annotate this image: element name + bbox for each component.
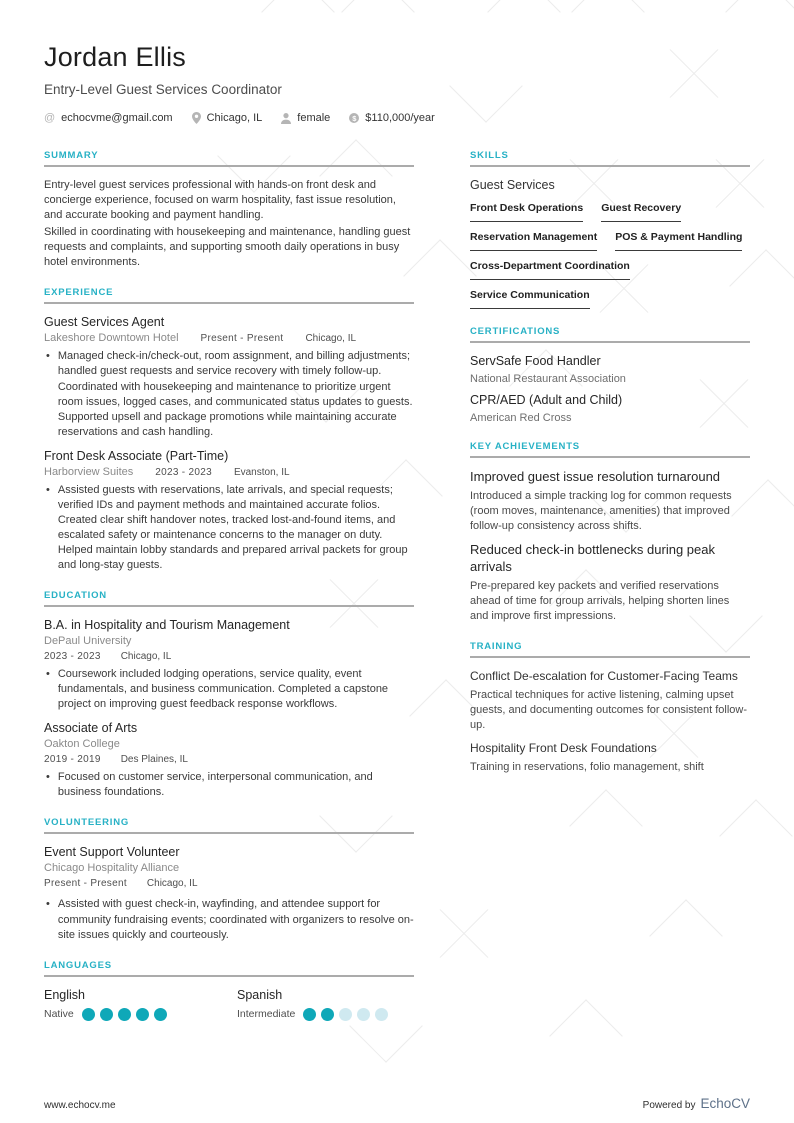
training-description: Training in reservations, folio management, shift bbox=[470, 761, 704, 774]
bullet-text: Coursework included lodging operations, service quality, event fundamentals, and business communication. Completed a capstone project on improving guest feedback response workflows. bbox=[57, 668, 389, 711]
education-degree: B.A. in Hospitality and Tourism Management bbox=[44, 618, 290, 633]
achievement-entry bbox=[470, 469, 750, 534]
language-level-dot bbox=[339, 1008, 352, 1021]
language-level-row bbox=[44, 1008, 237, 1021]
education-bullets bbox=[46, 770, 414, 800]
contact-email bbox=[44, 112, 173, 124]
skill-chip: Cross-Department Coordination bbox=[470, 260, 630, 280]
section-rule bbox=[44, 605, 414, 607]
contact-email-value: echocvme@gmail.com bbox=[61, 112, 173, 124]
training-title: Hospitality Front Desk Foundations bbox=[470, 741, 657, 756]
language-level-dot bbox=[375, 1008, 388, 1021]
person-icon bbox=[281, 113, 291, 124]
language-level-dot bbox=[154, 1008, 167, 1021]
education-school: DePaul University bbox=[44, 635, 132, 648]
language-level-dot bbox=[118, 1008, 131, 1021]
contact-gender-value: female bbox=[297, 112, 331, 124]
bullet-item bbox=[46, 667, 414, 712]
volunteering-bullets bbox=[46, 897, 414, 942]
bullet-glyph: • bbox=[46, 483, 50, 496]
section-training bbox=[470, 641, 750, 775]
section-heading: KEY ACHIEVEMENTS bbox=[470, 441, 580, 452]
education-bullets bbox=[46, 667, 414, 712]
language-level-dot bbox=[100, 1008, 113, 1021]
email-icon: @ bbox=[44, 111, 56, 124]
bullet-text: Managed check-in/check-out, room assignment, and billing adjustments; handled guest requests and service recovery with timely follow-up. Coordinated with housekeeping and maintenance to prioritize urgent room issues, logged cases, and communicated status updates to guests. Supported upsell and package promotions while maintaining accurate reservations and cash handling. bbox=[57, 350, 413, 438]
section-rule bbox=[44, 975, 414, 977]
language-level-dot bbox=[357, 1008, 370, 1021]
language-level-label: Intermediate bbox=[237, 1008, 296, 1021]
bullet-text: Assisted guests with reservations, late arrivals, and special requests; verified IDs and payment methods and maintained accurate folios. Created clear shift handover notes, tracked lost-and-found items, and escalated safety or maintenance concerns to the manager on duty. Helped maintain lobby standards and prepared arrival packets for group and long-stay guests. bbox=[57, 483, 408, 572]
education-meta bbox=[44, 651, 414, 662]
education-degree: Associate of Arts bbox=[44, 721, 138, 736]
volunteering-entry bbox=[44, 845, 414, 942]
experience-location: Evanston, IL bbox=[233, 466, 290, 478]
education-school: Oakton College bbox=[44, 738, 120, 751]
training-entry bbox=[470, 741, 750, 775]
page-title: Jordan Ellis bbox=[44, 42, 186, 72]
skill-chip: Guest Recovery bbox=[601, 202, 681, 222]
certification-issuer: National Restaurant Association bbox=[470, 373, 626, 385]
section-certifications bbox=[470, 326, 750, 424]
job-title: Entry-Level Guest Services Coordinator bbox=[44, 82, 282, 97]
education-dates: 2023 - 2023 bbox=[44, 651, 101, 663]
language-level-dot bbox=[136, 1008, 149, 1021]
language-name: English bbox=[44, 987, 85, 1002]
bullet-glyph: • bbox=[46, 771, 50, 784]
certification-name: ServSafe Food Handler bbox=[470, 354, 601, 368]
achievement-description: Introduced a simple tracking log for common requests (room moves, maintenance, amenities) that improved follow-up consistency across shifts. bbox=[470, 490, 732, 533]
experience-title: Front Desk Associate (Part-Time) bbox=[44, 448, 229, 463]
section-heading: EDUCATION bbox=[44, 590, 107, 602]
bullet-glyph: • bbox=[46, 898, 50, 911]
certification-name: CPR/AED (Adult and Child) bbox=[470, 393, 623, 407]
bullet-item bbox=[46, 483, 414, 573]
experience-entry bbox=[44, 449, 414, 573]
experience-title: Guest Services Agent bbox=[44, 315, 165, 330]
experience-meta bbox=[44, 332, 414, 344]
skill-list bbox=[470, 202, 750, 309]
language-item bbox=[44, 988, 237, 1021]
section-education bbox=[44, 590, 414, 800]
language-level-dots bbox=[82, 1008, 167, 1021]
experience-bullets bbox=[46, 349, 414, 439]
achievement-entry bbox=[470, 542, 750, 624]
section-heading: EXPERIENCE bbox=[44, 287, 114, 299]
language-item bbox=[237, 988, 430, 1021]
contact-location-value: Chicago, IL bbox=[206, 112, 263, 124]
volunteering-location: Chicago, IL bbox=[146, 878, 198, 890]
certification-entry bbox=[470, 354, 750, 385]
language-level-label: Native bbox=[44, 1008, 74, 1021]
section-heading: SUMMARY bbox=[44, 150, 99, 161]
skill-group-name: Guest Services bbox=[470, 178, 555, 192]
experience-dates: Present - Present bbox=[200, 333, 284, 345]
section-heading: VOLUNTEERING bbox=[44, 817, 130, 829]
left-column bbox=[44, 150, 414, 1038]
certification-entry bbox=[470, 393, 750, 424]
experience-location: Chicago, IL bbox=[305, 333, 357, 345]
skill-chip: Front Desk Operations bbox=[470, 202, 583, 222]
volunteering-organization: Chicago Hospitality Alliance bbox=[44, 862, 180, 875]
two-column-layout bbox=[44, 150, 750, 1038]
bullet-item bbox=[46, 770, 414, 800]
experience-meta bbox=[44, 466, 414, 478]
section-rule bbox=[44, 302, 414, 304]
resume-header bbox=[44, 42, 750, 124]
powered-by-label: Powered by bbox=[642, 1100, 696, 1111]
section-heading: SKILLS bbox=[470, 150, 509, 161]
experience-dates: 2023 - 2023 bbox=[155, 466, 212, 478]
right-column bbox=[470, 150, 750, 1038]
achievement-title: Reduced check-in bottlenecks during peak arrivals bbox=[470, 542, 715, 574]
training-description: Practical techniques for active listening, calming upset guests, and documenting outcomes for consistent follow-up. bbox=[470, 689, 747, 732]
bullet-text: Focused on customer service, interpersonal communication, and business foundations. bbox=[57, 771, 373, 799]
language-level-dot bbox=[303, 1008, 316, 1021]
education-location: Chicago, IL bbox=[120, 651, 172, 663]
experience-company: Harborview Suites bbox=[44, 465, 134, 478]
section-experience bbox=[44, 287, 414, 573]
language-level-row bbox=[237, 1008, 430, 1021]
salary-icon: $ bbox=[349, 113, 359, 123]
page-footer bbox=[44, 1096, 750, 1111]
experience-company: Lakeshore Downtown Hotel bbox=[44, 332, 179, 345]
powered-by bbox=[643, 1096, 750, 1111]
contact-salary bbox=[349, 112, 435, 124]
section-skills bbox=[470, 150, 750, 309]
section-rule bbox=[470, 456, 750, 458]
brand-logo[interactable]: EchoCV bbox=[700, 1096, 750, 1111]
bullet-text: Assisted with guest check-in, wayfinding, and attendee support for community fundraising events; coordinated with organizers to resolve on-site issues quickly and courteously. bbox=[57, 898, 414, 941]
summary-paragraph: Entry-level guest services professional with hands-on front desk and concierge experience, focused on warm hospitality, fast issue resolution, and accurate booking and payment handling. bbox=[44, 179, 396, 222]
bullet-item bbox=[46, 897, 414, 942]
training-entry bbox=[470, 669, 750, 733]
achievement-description: Pre-prepared key packets and verified reservations ahead of time for group arrivals, helping shorten lines and improve first impressions. bbox=[470, 579, 730, 623]
education-dates: 2019 - 2019 bbox=[44, 754, 101, 766]
section-key-achievements bbox=[470, 441, 750, 624]
skill-chip: Reservation Management bbox=[470, 231, 597, 251]
section-languages bbox=[44, 960, 414, 1021]
education-entry bbox=[44, 721, 414, 800]
section-summary bbox=[44, 150, 414, 270]
training-title: Conflict De-escalation for Customer-Facing Teams bbox=[470, 669, 738, 684]
section-volunteering bbox=[44, 817, 414, 942]
bullet-glyph: • bbox=[46, 668, 50, 681]
section-rule bbox=[470, 656, 750, 658]
summary-paragraph: Skilled in coordinating with housekeeping and maintenance, handling guest requests and complaints, and supporting smooth daily operations in busy hotel environments. bbox=[44, 226, 411, 269]
certification-issuer: American Red Cross bbox=[470, 412, 572, 424]
education-entry bbox=[44, 618, 414, 712]
contact-salary-value: $110,000/year bbox=[365, 112, 435, 124]
experience-entry bbox=[44, 315, 414, 439]
languages-list bbox=[44, 988, 414, 1021]
skill-chip: Service Communication bbox=[470, 289, 590, 309]
section-rule bbox=[470, 341, 750, 343]
education-meta bbox=[44, 754, 414, 765]
volunteering-dates: Present - Present bbox=[44, 878, 127, 890]
bullet-glyph: • bbox=[46, 350, 50, 363]
language-level-dot bbox=[82, 1008, 95, 1021]
skill-chip: POS & Payment Handling bbox=[615, 231, 742, 251]
section-heading: CERTIFICATIONS bbox=[470, 326, 561, 337]
section-rule bbox=[44, 832, 414, 834]
section-heading: LANGUAGES bbox=[44, 959, 112, 971]
location-pin-icon bbox=[192, 112, 201, 124]
achievement-title: Improved guest issue resolution turnaround bbox=[470, 469, 721, 484]
volunteering-title: Event Support Volunteer bbox=[44, 845, 180, 860]
section-rule bbox=[470, 165, 750, 167]
volunteering-meta bbox=[44, 878, 414, 889]
bullet-item bbox=[46, 349, 414, 439]
language-name: Spanish bbox=[237, 987, 283, 1002]
language-level-dot bbox=[321, 1008, 334, 1021]
experience-bullets bbox=[46, 483, 414, 573]
section-rule bbox=[44, 165, 414, 167]
education-location: Des Plaines, IL bbox=[120, 754, 188, 766]
contact-gender bbox=[281, 112, 330, 124]
contact-location bbox=[192, 112, 263, 124]
section-heading: TRAINING bbox=[470, 641, 523, 653]
footer-url[interactable]: www.echocv.me bbox=[44, 1100, 116, 1111]
language-level-dots bbox=[303, 1008, 388, 1021]
contact-row bbox=[44, 112, 750, 124]
